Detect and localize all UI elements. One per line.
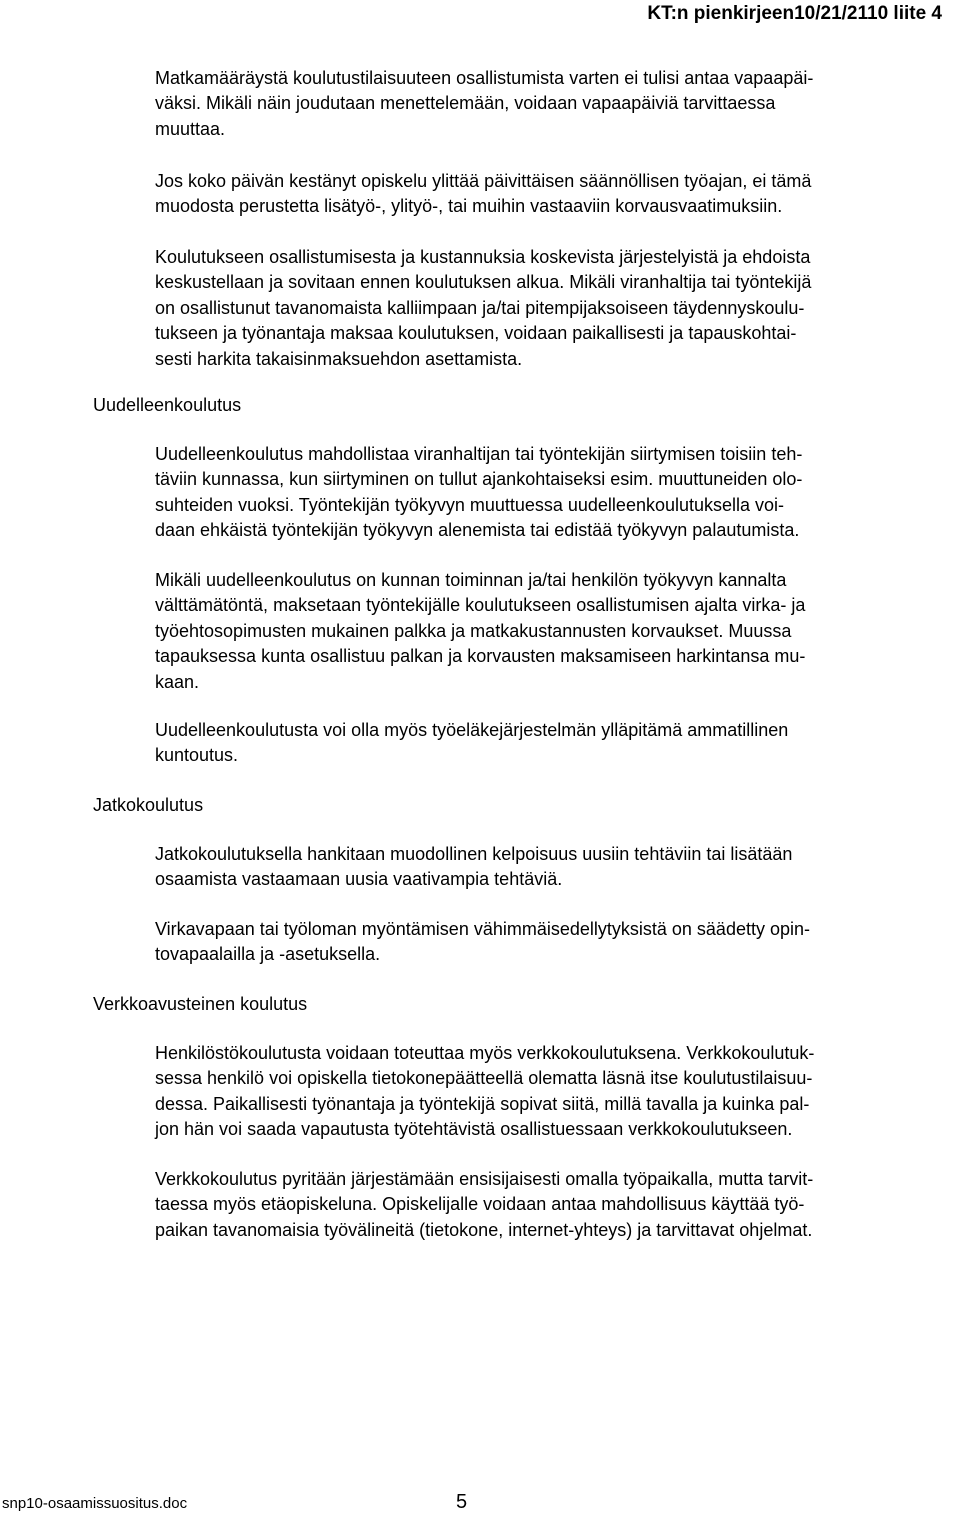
text-line: paikan tavanomaisia työvälineitä (tietokone, internet-yhteys) ja tarvittavat ohjelmat. xyxy=(155,1219,813,1240)
text-line: tukseen ja työnantaja maksaa koulutuksen, voidaan paikallisesti ja tapauskohtai- xyxy=(155,323,797,344)
text-line: suhteiden vuoksi. Työntekijän työkyvyn muuttuessa uudelleenkoulutuksella voi- xyxy=(155,494,785,515)
text-line: tovapaalailla ja -asetuksella. xyxy=(155,944,381,965)
text-line: Virkavapaan tai työloman myöntämisen vähimmäisedellytyksistä on säädetty opin- xyxy=(155,919,810,939)
paragraph-working-time xyxy=(155,169,958,220)
text-line: Henkilöstökoulutusta voidaan toteuttaa myös verkkokoulutuksena. Verkkokoulutuk- xyxy=(155,1043,815,1063)
text-line: Jatkokoulutuksella hankitaan muodollinen kelpoisuus uusiin tehtäviin tai lisätään xyxy=(155,844,793,864)
section-heading-verkkoavusteinen: Verkkoavusteinen koulutus xyxy=(93,994,308,1014)
text-line: Jos koko päivän kestänyt opiskelu ylittää päivittäisen säännöllisen työajan, ei tämä xyxy=(155,171,812,191)
paragraph-online-workplace xyxy=(155,1167,958,1243)
text-line: keskustellaan ja sovitaan ennen koulutuksen alkua. Mikäli viranhaltija tai työntekijä xyxy=(155,272,812,293)
text-line: Mikäli uudelleenkoulutus on kunnan toiminnan ja/tai henkilön työkyvyn kannalta xyxy=(155,570,787,590)
paragraph-retraining-purpose xyxy=(155,442,958,544)
text-line: on osallistunut tavanomaista kalliimpaan ja/tai pitempijaksoiseen täydennyskoulu- xyxy=(155,297,805,318)
text-line: daan ehkäistä työntekijän työkyvyn alenemista tai edistää työkyvyn palautumista. xyxy=(155,520,800,541)
paragraph-training-costs xyxy=(155,245,958,372)
paragraph-further-training xyxy=(155,842,958,893)
text-line: muodosta perustetta lisätyö-, ylityö-, tai muihin vastaaviin korvausvaatimuksiin. xyxy=(155,196,783,217)
text-line: tapauksessa kunta osallistuu palkan ja korvausten maksamiseen harkintansa mu- xyxy=(155,646,806,667)
text-line: muuttaa. xyxy=(155,118,226,139)
paragraph-retraining-rehabilitation xyxy=(155,718,958,769)
text-line: välttämätöntä, maksetaan työntekijälle koulutukseen osallistumisen ajalta virka- ja xyxy=(155,595,806,616)
section-heading-uudelleenkoulutus: Uudelleenkoulutus xyxy=(93,395,242,415)
paragraph-training-travel-order xyxy=(155,66,958,142)
text-line: Uudelleenkoulutusta voi olla myös työeläkejärjestelmän ylläpitämä ammatillinen xyxy=(155,720,789,740)
text-line: työehtosopimusten mukainen palkka ja matkakustannusten korvaukset. Muussa xyxy=(155,620,792,641)
text-line: jon hän voi saada vapautusta työtehtävistä osallistuessaan verkkokoulutukseen. xyxy=(155,1119,793,1140)
text-line: Uudelleenkoulutus mahdollistaa viranhaltijan tai työntekijän siirtymisen toisiin teh- xyxy=(155,444,803,464)
text-line: kuntoutus. xyxy=(155,745,239,766)
paragraph-online-training xyxy=(155,1041,958,1143)
paragraph-retraining-pay xyxy=(155,568,958,695)
text-line: sesti harkita takaisinmaksuehdon asettamista. xyxy=(155,348,523,369)
paragraph-study-leave xyxy=(155,917,958,968)
text-line: taessa myös etäopiskeluna. Opiskelijalle voidaan antaa mahdollisuus käyttää työ- xyxy=(155,1194,805,1215)
text-line: osaamista vastaamaan uusia vaativampia tehtäviä. xyxy=(155,869,563,890)
text-line: Verkkokoulutus pyritään järjestämään ensisijaisesti omalla työpaikalla, mutta tarvit- xyxy=(155,1169,814,1189)
footer-page-number: 5 xyxy=(456,1491,468,1513)
text-line: kaan. xyxy=(155,671,200,692)
text-line: Matkamääräystä koulutustilaisuuteen osallistumista varten ei tulisi antaa vapaapäi- xyxy=(155,68,814,88)
text-line: täviin kunnassa, kun siirtyminen on tullut ajankohtaiseksi esim. muuttuneiden olo- xyxy=(155,469,803,490)
document-header: KT:n pienkirjeen10/21/2110 liite 4 xyxy=(647,3,942,24)
text-line: sessa henkilö voi opiskella tietokonepäätteellä olematta läsnä itse koulutustilaisuu- xyxy=(155,1068,813,1089)
text-line: Koulutukseen osallistumisesta ja kustannuksia koskevista järjestelyistä ja ehdoista xyxy=(155,247,811,267)
text-line: väksi. Mikäli näin joudutaan menettelemään, voidaan vapaapäiviä tarvittaessa xyxy=(155,93,776,114)
section-heading-jatkokoulutus: Jatkokoulutus xyxy=(93,795,204,815)
text-line: dessa. Paikallisesti työnantaja ja työntekijä sopivat siitä, millä tavalla ja kuinka pal- xyxy=(155,1093,810,1114)
footer-filename: snp10-osaamissuositus.doc xyxy=(2,1495,188,1512)
